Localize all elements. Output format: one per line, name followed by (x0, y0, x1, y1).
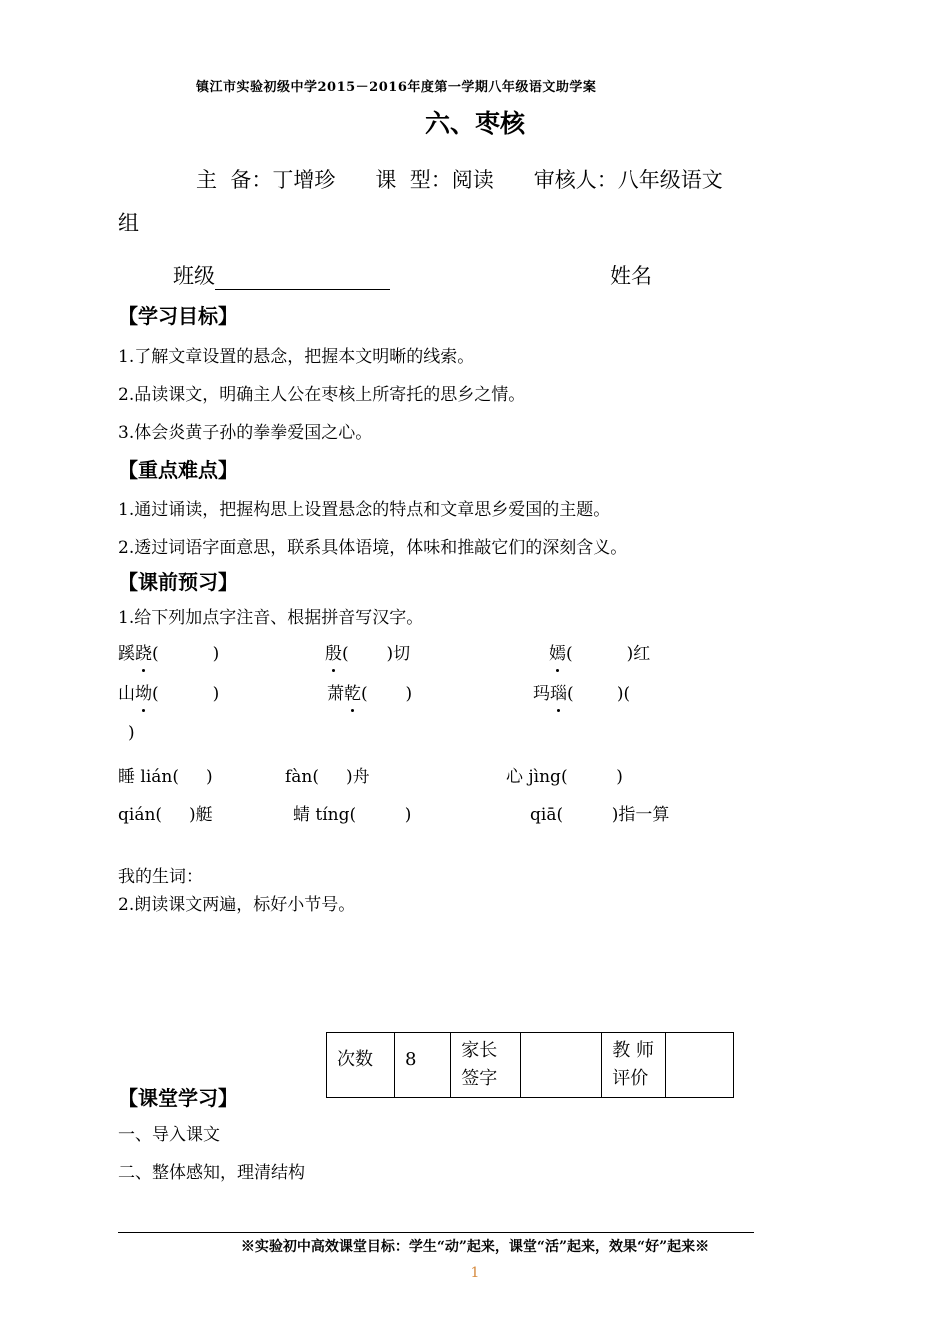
goal-item: 3.体会炎黄子孙的拳拳爱国之心。 (118, 423, 373, 443)
key-item: 2.透过词语字面意思，联系具体语境，体味和推敲它们的深刻含义。 (118, 538, 628, 558)
exercise-item: 蜻 tíng( ) (293, 805, 412, 825)
key-heading: 【重点难点】 (118, 458, 238, 482)
class-label: 班级 (173, 264, 215, 288)
exercise-item: 山坳( ) (118, 679, 219, 704)
goal-item: 2.品读课文，明确主人公在枣核上所寄托的思乡之情。 (118, 385, 526, 405)
exercise-item: fàn( )舟 (285, 767, 370, 787)
page-number: 1 (470, 1265, 480, 1281)
goals-heading: 【学习目标】 (118, 304, 238, 328)
exercise-item: 萧乾( ) (327, 679, 412, 704)
count-label: 次数 (327, 1033, 395, 1098)
class-study-heading: 【课堂学习】 (118, 1086, 238, 1110)
parent-signature-label: 家长 签字 (451, 1033, 521, 1098)
footer-slogan: ※实验初中高效课堂目标：学生“动”起来，课堂“活”起来，效果“好”起来※ (240, 1239, 710, 1255)
preview-heading: 【课前预习】 (118, 570, 238, 594)
preview-item-2: 2.朗读课文两遍，标好小节号。 (118, 895, 356, 915)
lesson-title: 六、枣核 (424, 109, 525, 138)
parent-signature-cell[interactable] (521, 1033, 602, 1098)
signature-table (326, 1032, 734, 1098)
exercise-item: 睡 lián( ) (118, 767, 213, 787)
key-item: 1.通过诵读，把握构思上设置悬念的特点和文章思乡爱国的主题。 (118, 500, 611, 520)
teacher-evaluation-cell[interactable] (666, 1033, 734, 1098)
exercise-item: 玛瑙( )( (533, 679, 630, 704)
exercise-item: qiā( )指一算 (530, 805, 670, 825)
exercise-item: 心 jìng( ) (506, 767, 623, 787)
meta-line-2: 组 (118, 211, 139, 235)
meta-line-1: 主 备：丁增珍 课 型：阅读 审核人：八年级语文 (196, 168, 723, 192)
count-value: 8 (395, 1033, 451, 1098)
class-blank (215, 268, 390, 290)
exercise-item: 蹊跷( ) (118, 639, 219, 664)
exercise-item: 殷( )切 (325, 639, 410, 664)
goal-item: 1.了解文章设置的悬念，把握本文明晰的线索。 (118, 347, 475, 367)
document-header: 镇江市实验初级中学2015－2016年度第一学期八年级语文助学案 (196, 80, 597, 95)
exercise-item: qián( )艇 (118, 805, 213, 825)
vocab-label: 我的生词： (118, 867, 203, 887)
class-field (173, 260, 390, 290)
preview-instruction: 1.给下列加点字注音、根据拼音写汉字。 (118, 608, 424, 628)
exercise-item-continued: ) (128, 723, 135, 743)
footer-divider (118, 1232, 754, 1233)
exercise-item: 嫣( )红 (549, 639, 650, 664)
class-study-item: 二、整体感知，理清结构 (118, 1163, 305, 1183)
name-label: 姓名 (610, 264, 652, 288)
teacher-evaluation-label: 教 师 评价 (602, 1033, 666, 1098)
class-study-item: 一、导入课文 (118, 1125, 220, 1145)
